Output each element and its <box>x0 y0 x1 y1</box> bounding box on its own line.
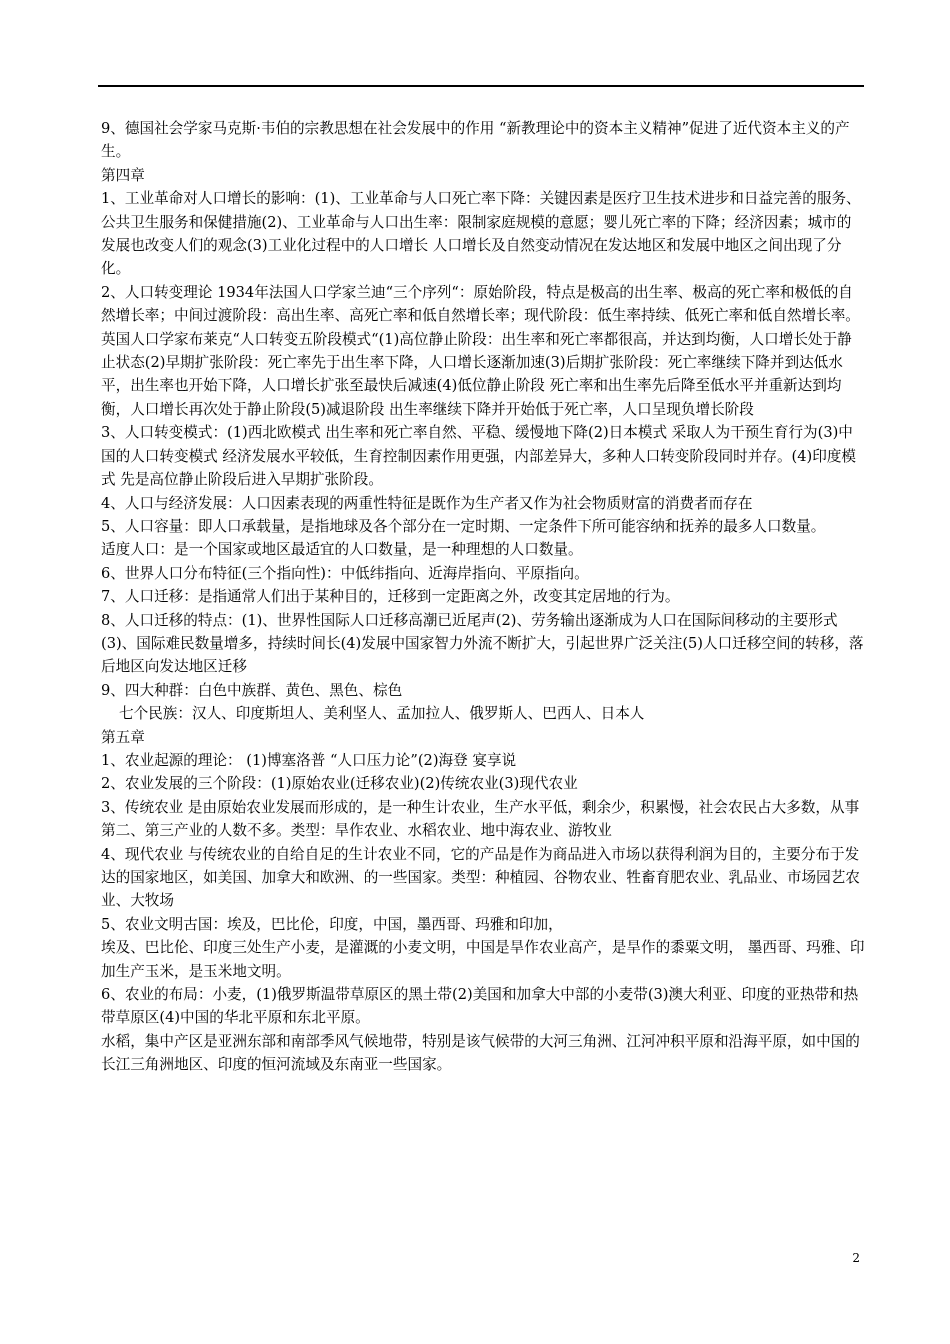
paragraph: 6、农业的布局：小麦，(1)俄罗斯温带草原区的黑土带(2)美国和加拿大中部的小麦带(3)澳大利亚、印度的亚热带和热带草原区(4)中国的华北平原和东北平原。 <box>101 986 859 1027</box>
chapter-heading: 第五章 <box>101 728 145 746</box>
paragraph: 1、工业革命对人口增长的影响：(1)、工业革命与人口死亡率下降：关键因素是医疗卫生技术进步和日益完善的服务、公共卫生服务和保健措施(2)、工业革命与人口出生率：限制家庭规模的意愿；婴儿死亡率的下降；经济因素；城市的发展也改变人们的观念(3)工业化过程中的人口增长 人口增长及自然变动情况在发达地区和发展中地区之间出现了分化。 <box>101 190 861 278</box>
paragraph: 5、农业文明古国：埃及，巴比伦，印度，中国，墨西哥、玛雅和印加， <box>101 915 563 933</box>
document-body <box>101 117 865 1077</box>
paragraph: 2、农业发展的三个阶段：(1)原始农业(迁移农业)(2)传统农业(3)现代农业 <box>101 775 578 793</box>
paragraph: 适度人口：是一个国家或地区最适宜的人口数量，是一种理想的人口数量。 <box>101 541 583 559</box>
paragraph: 埃及、巴比伦、印度三处生产小麦，是灌溉的小麦文明，中国是旱作农业高产，是旱作的黍粟文明， 墨西哥、玛雅、印加生产玉米，是玉米地文明。 <box>101 939 865 980</box>
paragraph: 2、人口转变理论 1934年法国人口学家兰迪“三个序列“：原始阶段，特点是极高的出生率、极高的死亡率和极低的自然增长率；中间过渡阶段：高出生率、高死亡率和低自然增长率；现代阶段：低生率持续、低死亡率和低自然增长率。 <box>101 283 860 325</box>
paragraph: 5、人口容量：即人口承载量，是指地球及各个部分在一定时期、一定条件下所可能容纳和抚养的最多人口数量。 <box>101 517 826 535</box>
paragraph: 6、世界人口分布特征(三个指向性)：中低纬指向、近海岸指向、平原指向。 <box>101 564 589 582</box>
paragraph: 9、德国社会学家马克斯·韦伯的宗教思想在社会发展中的作用 “新教理论中的资本主义精神”促进了近代资本主义的产生。 <box>101 120 850 161</box>
paragraph: 3、传统农业 是由原始农业发展而形成的，是一种生计农业，生产水平低，剩余少，积累慢，社会农民占大多数，从事第二、第三产业的人数不多。类型：旱作农业、水稻农业、地中海农业、游牧业 <box>101 798 860 840</box>
chapter-heading: 第四章 <box>101 166 145 184</box>
paragraph: 1、农业起源的理论： (1)博塞洛普 “人口压力论”(2)海登 宴享说 <box>101 751 517 769</box>
paragraph: 4、现代农业 与传统农业的自给自足的生计农业不同，它的产品是作为商品进入市场以获得利润为目的，主要分布于发达的国家地区，如美国、加拿大和欧洲、的一些国家。类型：种植园、谷物农业、牲畜育肥农业、乳品业、市场园艺农业、大牧场 <box>101 845 860 910</box>
paragraph: 8、人口迁移的特点：(1)、世界性国际人口迁移高潮已近尾声(2)、劳务输出逐渐成为人口在国际间移动的主要形式(3)、国际难民数量增多，持续时间长(4)发展中国家智力外流不断扩大，引起世界广泛关注(5)人口迁移空间的转移，落后地区向发达地区迁移 <box>101 611 864 676</box>
paragraph: 4、人口与经济发展：人口因素表现的两重性特征是既作为生产者又作为社会物质财富的消费者而存在 <box>101 494 753 512</box>
paragraph: 3、人口转变模式：(1)西北欧模式 出生率和死亡率自然、平稳、缓慢地下降(2)日本模式 采取人为干预生育行为(3)中国的人口转变模式 经济发展水平较低，生育控制因素作用更强，内部差异大，多种人口转变阶段同时并存。(4)印度模式 先是高位静止阶段后进入早期扩张阶段。 <box>101 424 857 489</box>
header-rule <box>98 85 864 87</box>
page-number: 2 <box>852 1251 860 1265</box>
paragraph: 水稻，集中产区是亚洲东部和南部季风气候地带，特别是该气候带的大河三角洲、江河冲积平原和沿海平原，如中国的长江三角洲地区、印度的恒河流域及东南亚一些国家。 <box>101 1032 860 1074</box>
paragraph: 7、人口迁移：是指通常人们出于某种目的，迁移到一定距离之外，改变其定居地的行为。 <box>101 588 680 606</box>
paragraph: 英国人口学家布莱克“人口转变五阶段模式“(1)高位静止阶段：出生率和死亡率都很高，并达到均衡，人口增长处于静止状态(2)早期扩张阶段：死亡率先于出生率下降，人口增长逐渐加速(3)后期扩张阶段：死亡率继续下降并到达低水平，出生率也开始下降，人口增长扩张至最快后减速(4)低位静止阶段 死亡率和出生率先后降至低水平并重新达到均衡，人口增长再次处于静止阶段(5)减退阶段 出生率继续下降并开始低于死亡率，人口呈现负增长阶段 <box>101 330 852 418</box>
paragraph: 9、四大种群：白色中族群、黄色、黑色、棕色 <box>101 681 403 699</box>
paragraph-indented: 七个民族：汉人、印度斯坦人、美利坚人、孟加拉人、俄罗斯人、巴西人、日本人 <box>119 705 645 723</box>
